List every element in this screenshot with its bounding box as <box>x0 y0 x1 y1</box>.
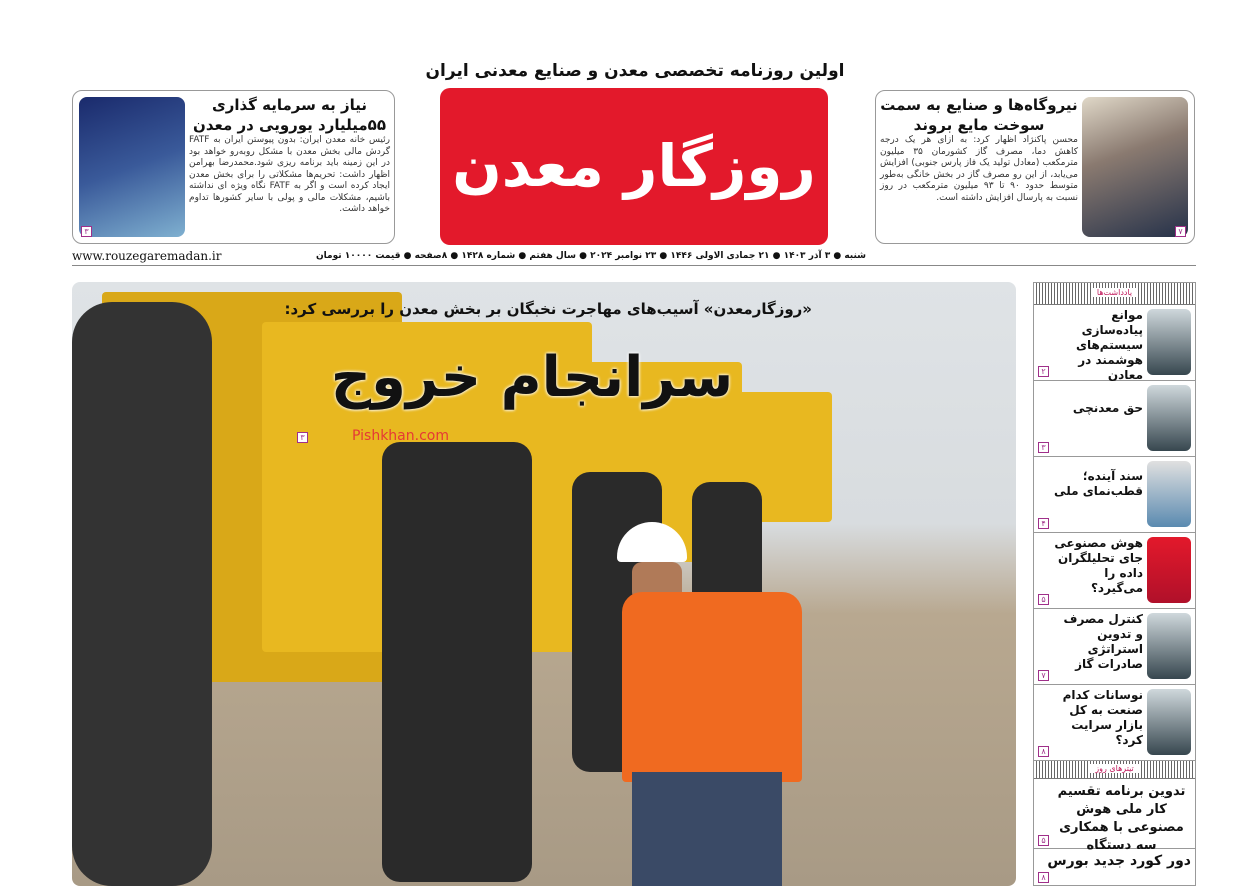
news-header: تیترهای روز <box>1089 764 1140 773</box>
page-number: ۵ <box>1038 594 1049 605</box>
page-number: ۸ <box>1038 746 1049 757</box>
left-story-text: رئیس خانه معدن ایران: بدون پیوستن ایران به FATF گردش مالی بخش معدن با مشکل روبه‌رو خواهد بود در این زمینه باید برنامه ریزی شود.محمدرضا بهرامن اظهار داشت: تحریم‌ها مشکلاتی را برای بخش معدن ایجاد کرده است و اگر به FATF نگاه ویژه ای نداشته باشیم، مشکلات مالی و پولی با سایر کشورها تداوم خواهد داشت. <box>189 135 390 214</box>
page-number: ۷ <box>1038 670 1049 681</box>
news-item[interactable] <box>1034 849 1195 885</box>
watermark: Pishkhan.com <box>352 428 449 444</box>
website-link[interactable]: www.rouzegaremadan.ir <box>72 249 222 263</box>
note-title: هوش مصنوعی جای تحلیلگران داده را می‌گیرد؟ <box>1054 536 1143 595</box>
page-number: ۳ <box>81 226 92 237</box>
page-number: ۵ <box>1038 835 1049 846</box>
right-story-text: محسن پاکنژاد اظهار کرد: به ازای هر یک درجه کاهش دما، مصرف گاز کشورمان ۳۵ میلیون مترمکعب (معادل تولید یک فاز پارس جنوبی) افزایش می‌یابد، از این رو مصرف گاز در بخش خانگی به‌طور متوسط حدود ۹۰ تا ۹۳ میلیون مترمکعب در روز نسبت به پارسال افزایش داشته است. <box>880 135 1078 203</box>
note-title: نوسانات کدام صنعت به کل بازار سرایت کرد؟ <box>1062 688 1143 747</box>
note-item[interactable] <box>1034 305 1195 381</box>
main-kicker: «روزگارمعدن» آسیب‌های مهاجرت نخبگان بر بخش معدن را بررسی کرد: <box>284 300 812 318</box>
left-story-title: نیاز به سرمایه گذاری ۵۵میلیارد یورویی در معدن <box>193 96 386 134</box>
page-number: ۲ <box>1038 366 1049 377</box>
note-item[interactable] <box>1034 609 1195 685</box>
issue-details: شنبه ● ۳ آذر ۱۴۰۳ ● ۲۱ جمادی الاولی ۱۴۴۶ ● ۲۳ نوامبر ۲۰۲۴ ● سال هفتم ● شماره ۱۴۲۸ ● ۸صفحه ● قیمت ۱۰۰۰۰ تومان <box>315 251 866 261</box>
page-number: ۴ <box>1038 518 1049 529</box>
right-story-photo <box>1082 97 1188 237</box>
right-story-title: نیروگاه‌ها و صنایع به سمت سوخت مایع بروند <box>880 96 1078 134</box>
main-headline: سرانجام خروج <box>330 345 734 410</box>
note-item[interactable] <box>1034 685 1195 761</box>
right-story[interactable] <box>875 90 1195 244</box>
note-title: سند آینده؛ قطب‌نمای ملی <box>1054 469 1143 498</box>
page-number: ۳ <box>1038 442 1049 453</box>
news-item[interactable] <box>1034 779 1195 853</box>
news-title: تدوین برنامه تقسیم کار ملی هوش مصنوعی با همکاری سه دستگاه <box>1057 784 1186 853</box>
left-story[interactable] <box>72 90 395 244</box>
note-title: موانع پیاده‌سازی سیستم‌های هوشمند در معادن <box>1075 308 1143 382</box>
page-number: ۳ <box>297 432 308 443</box>
note-item[interactable] <box>1034 533 1195 609</box>
main-story[interactable] <box>72 282 1016 886</box>
newspaper-logo: روزگار معدن <box>440 88 828 245</box>
note-item[interactable] <box>1034 381 1195 457</box>
issue-info-bar <box>72 248 1196 266</box>
note-item[interactable] <box>1034 457 1195 533</box>
note-title: حق معدنچی <box>1072 401 1143 415</box>
sidebar-header: یادداشت‌ها <box>1091 288 1138 297</box>
left-story-photo <box>79 97 185 237</box>
sidebar-notes <box>1033 282 1196 886</box>
note-title: کنترل مصرف و تدوین استراتژی صادرات گاز <box>1063 612 1143 671</box>
page-number: ۸ <box>1038 872 1049 883</box>
page-number: ۷ <box>1175 226 1186 237</box>
worker-vest <box>622 592 802 782</box>
tagline: اولین روزنامه تخصصی معدن و صنایع معدنی ایران <box>425 61 845 81</box>
news-title: دور کورد جدید بورس <box>1047 853 1191 869</box>
